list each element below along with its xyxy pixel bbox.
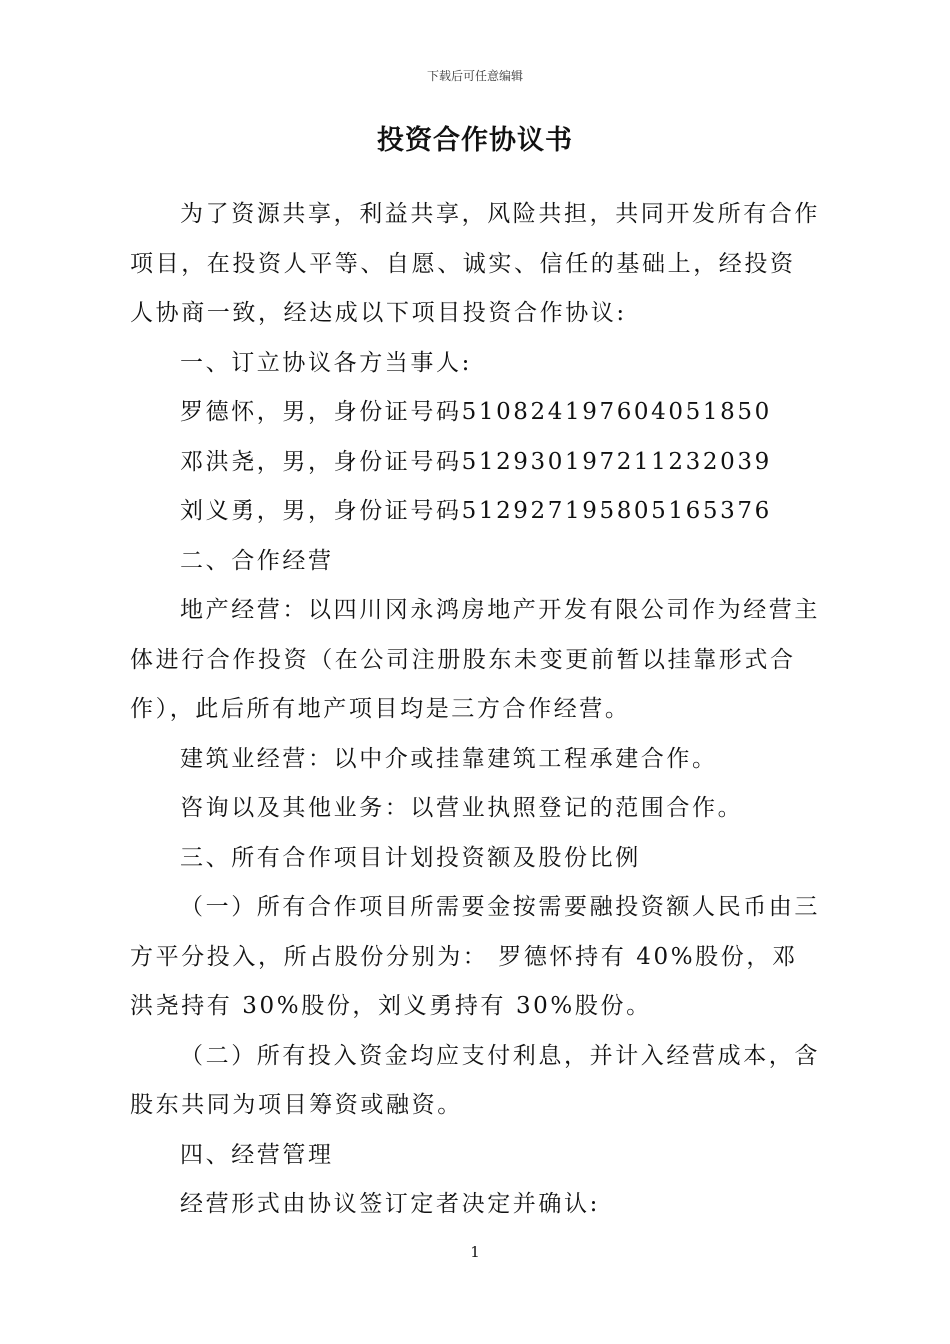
management-paragraph: 经营形式由协议签订定者决定并确认: (180, 1191, 600, 1217)
real-estate-paragraph: 地产经营：以四川冈永鸿房地产开发有限公司作为经营主体进行合作投资（在公司注册股东未变更前暂以挂靠形式合作），此后所有地产项目均是三方合作经营。 (130, 597, 820, 722)
section-heading-cooperation: 二、合作经营 (180, 547, 334, 574)
section-heading-management: 四、经营管理 (180, 1141, 334, 1168)
investment-clause-1: （一）所有合作项目所需要金按需要融投资额人民币由三方平分投入，所占股份分别为： 罗德怀持有 40%股份，邓洪尧持有 30%股份，刘义勇持有 30%股份。 (130, 894, 820, 1019)
party-1: 罗德怀，男，身份证号码510824197604051850 (180, 399, 772, 425)
consulting-paragraph: 咨询以及其他业务：以营业执照登记的范围合作。 (180, 795, 744, 821)
party-3: 刘义勇，男，身份证号码512927195805165376 (180, 498, 772, 524)
section-heading-investment: 三、所有合作项目计划投资额及股份比例 (180, 844, 641, 871)
section-heading-parties: 一、订立协议各方当事人: (180, 349, 472, 376)
investment-clause-2: （二）所有投入资金均应支付利息，并计入经营成本，含股东共同为项目筹资或融资。 (130, 1042, 820, 1118)
document-title: 投资合作协议书 (377, 125, 573, 156)
document-body (130, 190, 820, 1230)
intro-paragraph: 为了资源共享，利益共享，风险共担，共同开发所有合作项目，在投资人平等、自愿、诚实、信任的基础上，经投资人协商一致，经达成以下项目投资合作协议: (130, 201, 820, 326)
header-note: 下载后可任意编辑 (426, 69, 523, 83)
party-2: 邓洪尧，男，身份证号码512930197211232039 (180, 448, 772, 475)
construction-paragraph: 建筑业经营：以中介或挂靠建筑工程承建合作。 (180, 745, 718, 772)
page-number: 1 (470, 1243, 480, 1261)
